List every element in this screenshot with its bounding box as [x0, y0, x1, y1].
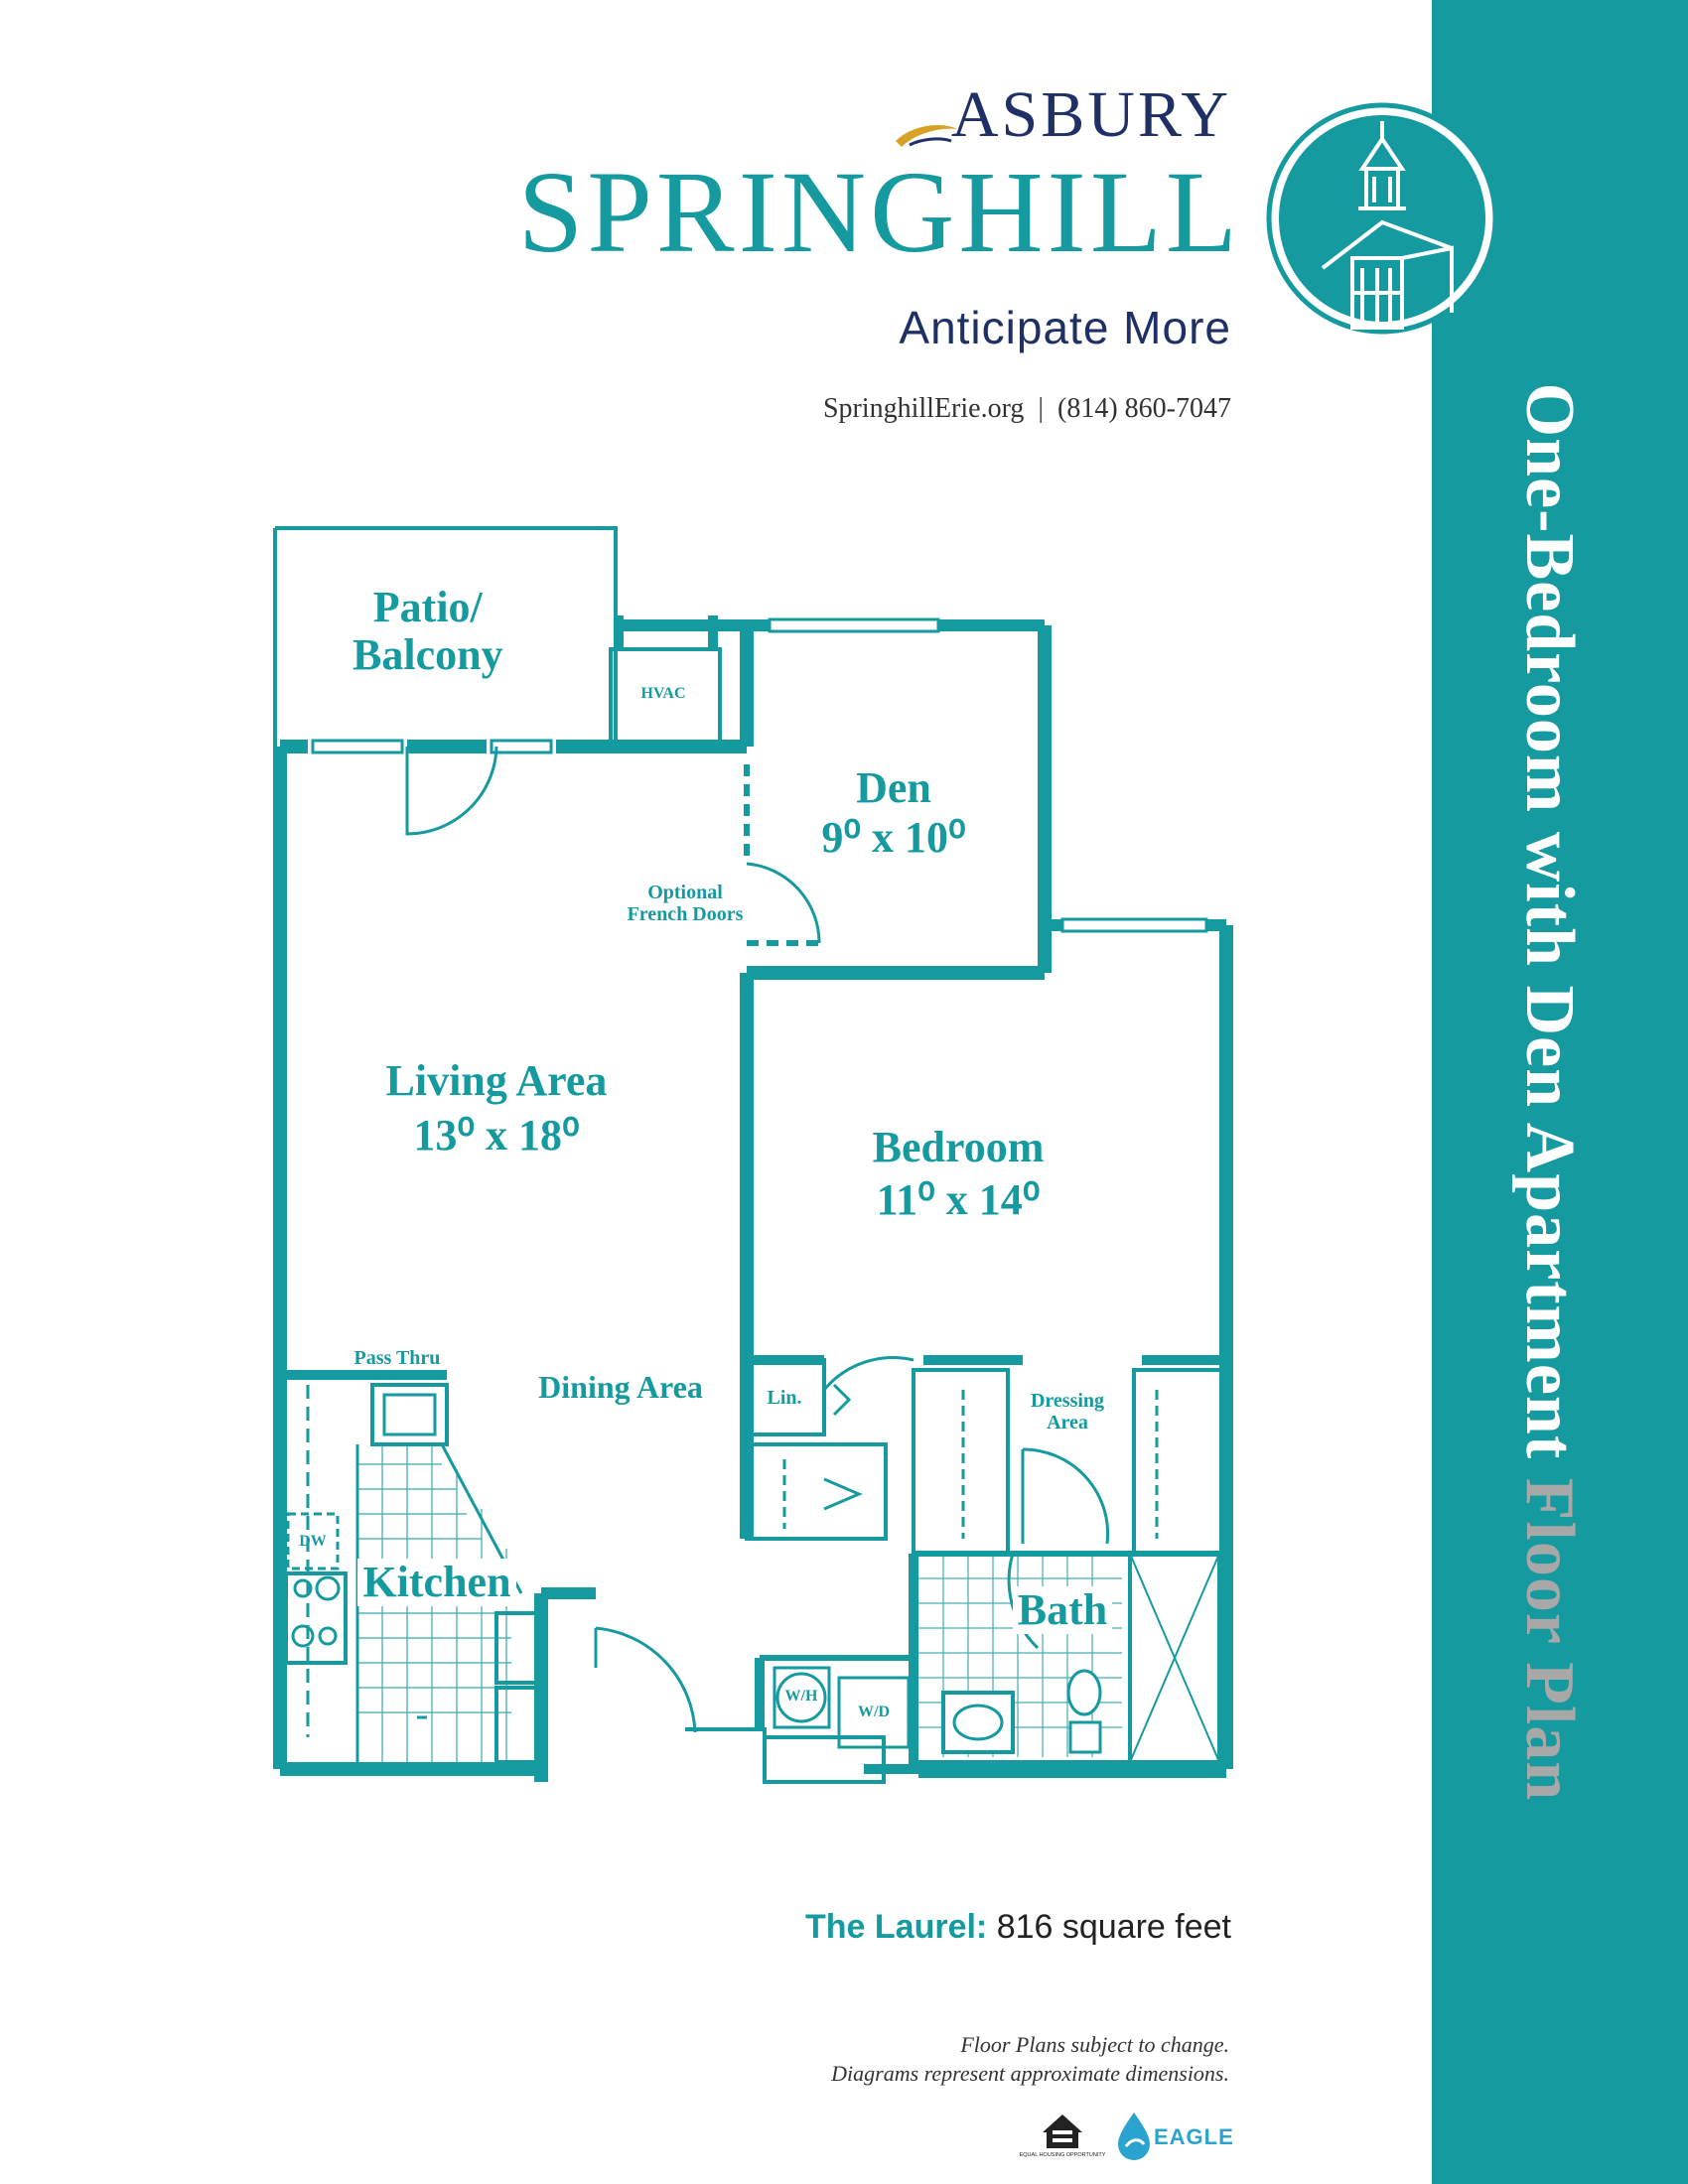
- equal-housing-text: EQUAL HOUSING OPPORTUNITY: [1019, 2152, 1106, 2158]
- brand-springhill: SPRINGHILL: [517, 147, 1241, 277]
- bedroom-label: Bedroom: [872, 1123, 1045, 1171]
- website-link[interactable]: SpringhillErie.org: [822, 393, 1025, 424]
- dressing-area-label: [1018, 1390, 1117, 1433]
- floor-plan: [258, 516, 1251, 1807]
- model-name: The Laurel:: [805, 1908, 988, 1946]
- french-doors-line-1: Optional: [647, 882, 723, 903]
- dressing-line-2: Area: [1047, 1412, 1088, 1433]
- water-heater-label: W/H: [784, 1688, 818, 1705]
- french-doors-label: [601, 882, 770, 925]
- disclaimer: [556, 2031, 1229, 2088]
- dishwasher-label: DW: [299, 1533, 327, 1550]
- equal-housing-icon: [1019, 2105, 1106, 2164]
- brand-asbury: ASBURY: [950, 78, 1231, 151]
- square-feet: 816 square feet: [996, 1908, 1231, 1946]
- linen-label: Lin.: [767, 1387, 802, 1409]
- eagle-text: EAGLE: [1154, 2124, 1234, 2149]
- living-area-size: 13⁰ x 18⁰: [413, 1111, 580, 1160]
- living-area-label: Living Area: [385, 1056, 608, 1105]
- page-title: [1509, 383, 1589, 1802]
- brand-tagline: Anticipate More: [899, 302, 1231, 353]
- french-doors-line-2: French Doors: [627, 903, 744, 925]
- contact-line: [596, 393, 1231, 425]
- dressing-line-1: Dressing: [1030, 1390, 1105, 1412]
- patio-label: [352, 584, 503, 680]
- patio-line-2: Balcony: [352, 630, 503, 680]
- title-accent: Floor Plan: [1511, 1477, 1588, 1802]
- phone-number[interactable]: (814) 860-7047: [1057, 393, 1231, 424]
- unit-size-line: [596, 1908, 1231, 1947]
- patio-line-1: Patio/: [372, 583, 483, 631]
- washer-dryer-label: W/D: [858, 1704, 890, 1720]
- cupola-emblem-icon: [1263, 99, 1501, 338]
- den-size: 9⁰ x 10⁰: [821, 813, 966, 862]
- contact-separator: |: [1038, 393, 1045, 424]
- bath-label: Bath: [1013, 1586, 1112, 1634]
- den-label: Den: [856, 763, 931, 812]
- hvac-label: HVAC: [640, 685, 686, 702]
- bedroom-size: 11⁰ x 14⁰: [876, 1175, 1041, 1224]
- disclaimer-line-1: Floor Plans subject to change.: [960, 2032, 1229, 2057]
- pass-thru-label: Pass Thru: [353, 1347, 441, 1369]
- disclaimer-line-2: Diagrams represent approximate dimensions.: [831, 2060, 1229, 2086]
- kitchen-label: Kitchen: [357, 1559, 516, 1606]
- dining-area-label: Dining Area: [538, 1369, 703, 1405]
- title-main: One-Bedroom with Den Apartment: [1511, 382, 1588, 1478]
